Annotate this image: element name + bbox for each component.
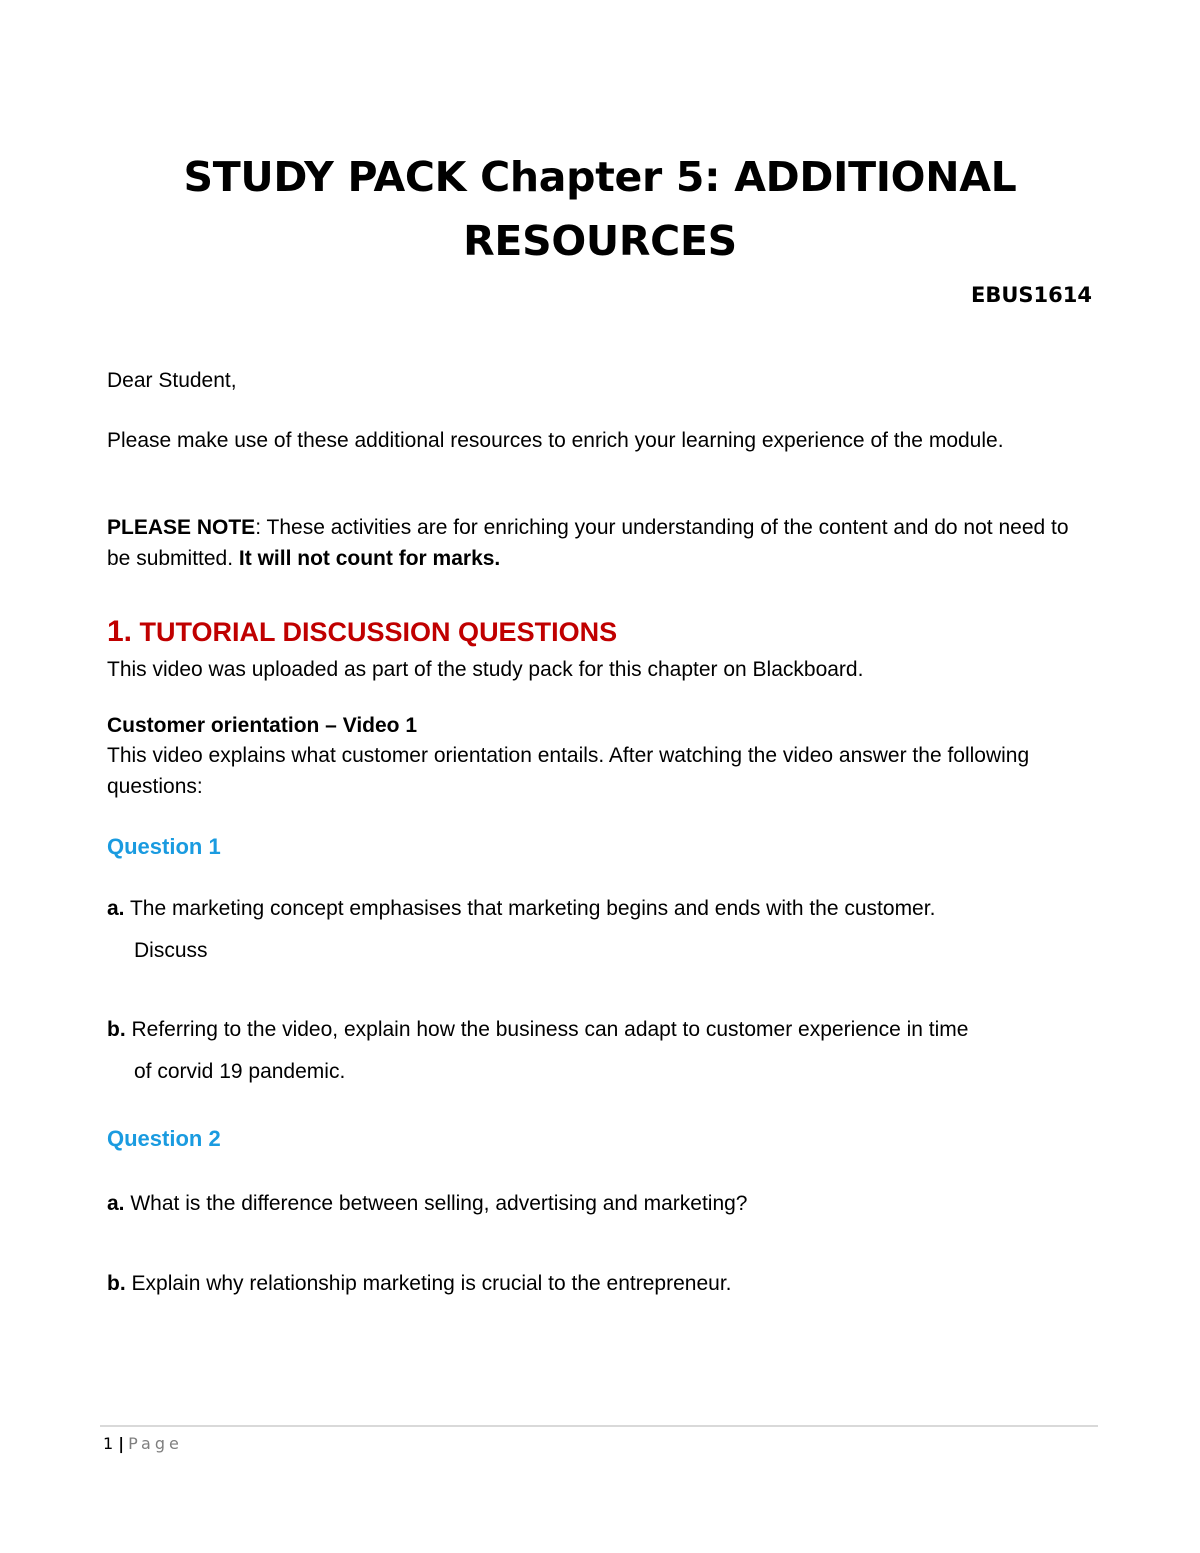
item-label: b. <box>107 1272 126 1295</box>
video-description: This video explains what customer orientation entails. After watching the video answer the following questions: <box>107 744 1030 798</box>
note-colon: : <box>255 516 262 539</box>
section-number: 1. <box>107 615 133 648</box>
section-title: TUTORIAL DISCUSSION QUESTIONS <box>132 617 618 647</box>
item-text: Explain why relationship marketing is crucial to the entrepreneur. <box>125 1272 732 1295</box>
document-title <box>100 145 1100 273</box>
item-text: Referring to the video, explain how the business can adapt to customer experience in time <box>125 1018 969 1041</box>
question-2-item-b <box>107 1263 1097 1305</box>
page-footer <box>103 1434 183 1453</box>
page-label: Page <box>128 1434 183 1453</box>
question-2-heading: Question 2 <box>107 1126 221 1151</box>
question-1-item-b <box>107 1009 1097 1093</box>
title-line-1: STUDY PACK Chapter 5: ADDITIONAL <box>183 153 1017 201</box>
module-code: EBUS1614 <box>971 283 1092 307</box>
please-note <box>107 512 1097 574</box>
footer-divider <box>100 1425 1098 1427</box>
note-emphasis: It will not count for marks. <box>238 547 501 570</box>
section-heading <box>107 615 617 649</box>
title-line-2: RESOURCES <box>463 217 737 265</box>
item-text: The marketing concept emphasises that marketing begins and ends with the customer. <box>124 897 936 920</box>
item-label: a. <box>107 897 125 920</box>
question-1-heading: Question 1 <box>107 834 221 859</box>
question-2-item-a <box>107 1183 1097 1225</box>
page-number: 1 <box>103 1434 114 1453</box>
note-text: These activities are for enriching your understanding of the content and do not need to be submitted. <box>107 516 1069 570</box>
footer-separator: | <box>118 1434 125 1453</box>
item-text: What is the difference between selling, advertising and marketing? <box>124 1192 748 1215</box>
greeting: Dear Student, <box>107 369 237 392</box>
item-text-continued: Discuss <box>134 939 208 962</box>
intro-paragraph: Please make use of these additional resources to enrich your learning experience of the module. <box>107 429 1004 452</box>
video-title: Customer orientation – Video 1 <box>107 714 418 737</box>
note-label: PLEASE NOTE <box>107 516 256 539</box>
item-text-continued: of corvid 19 pandemic. <box>134 1060 346 1083</box>
section-text: This video was uploaded as part of the study pack for this chapter on Blackboard. <box>107 658 864 681</box>
item-label: b. <box>107 1018 126 1041</box>
item-label: a. <box>107 1192 125 1215</box>
question-1-item-a <box>107 888 1097 972</box>
